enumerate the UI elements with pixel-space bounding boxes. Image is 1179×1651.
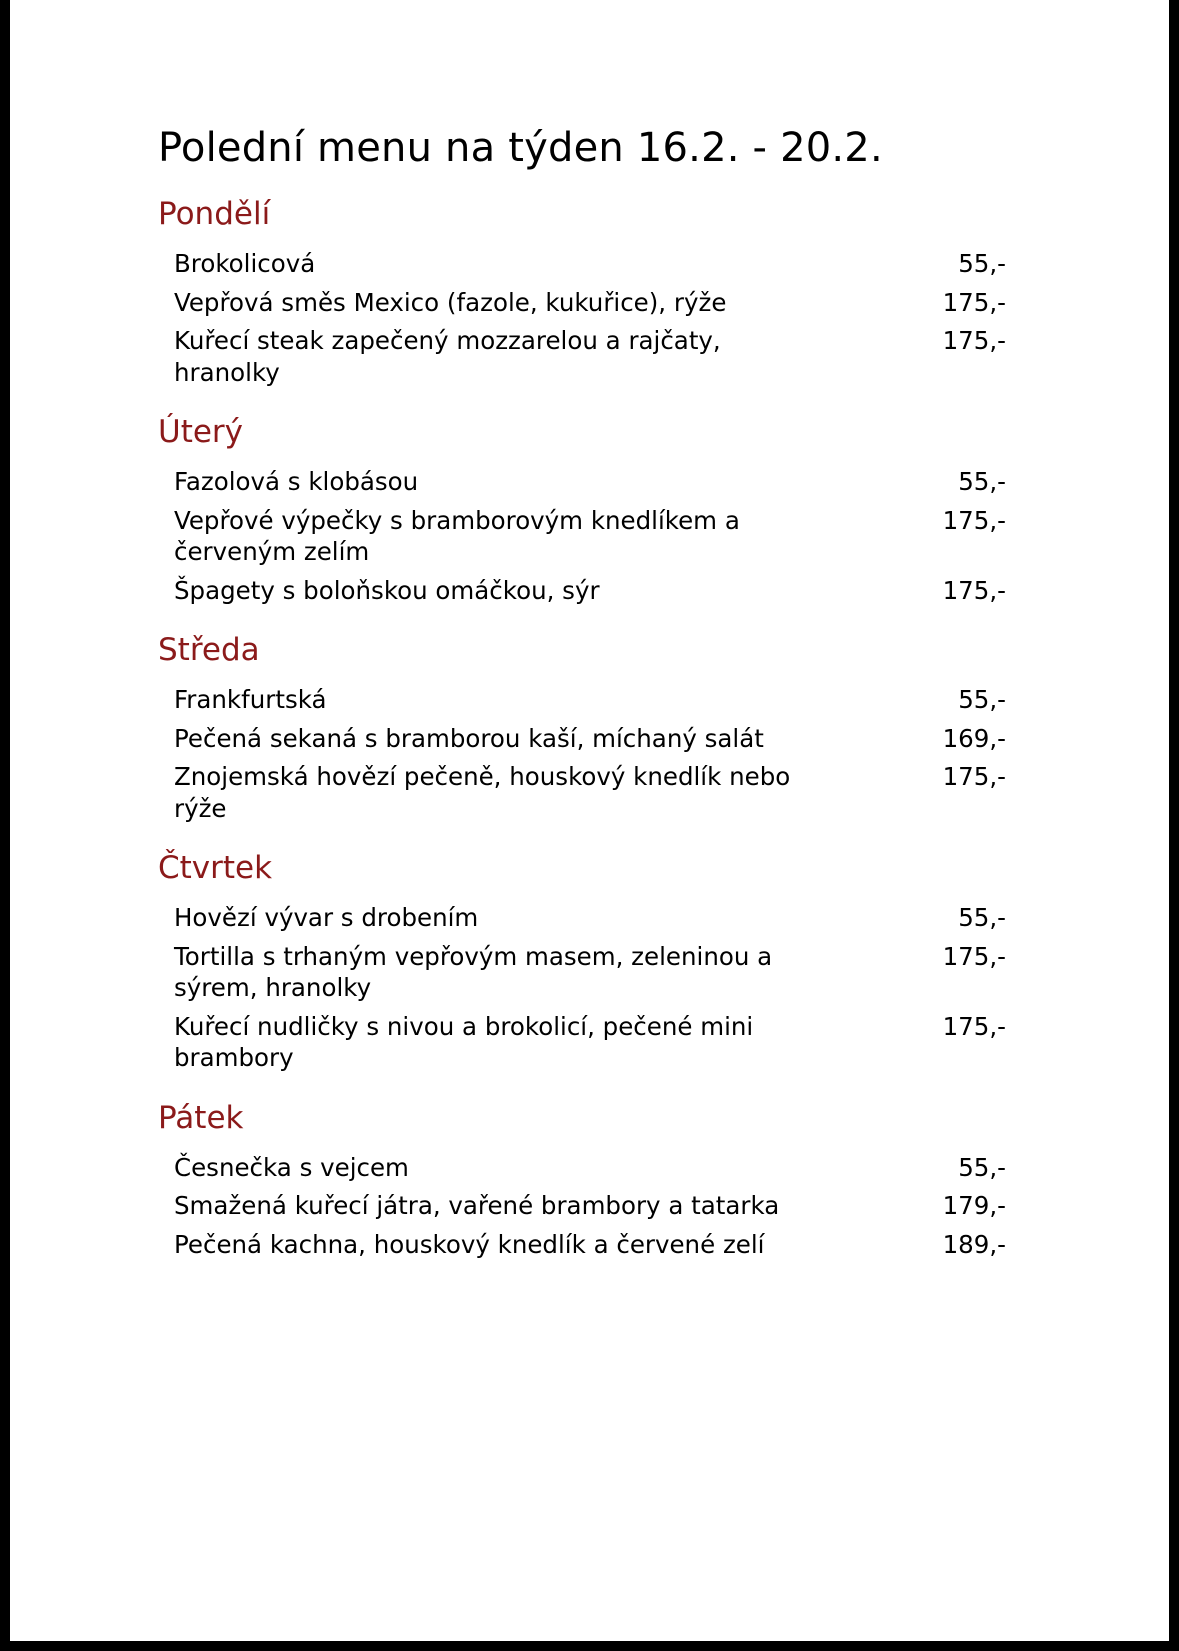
menu-item-name: Fazolová s klobásou bbox=[174, 467, 419, 496]
day-title: Pondělí bbox=[158, 196, 271, 232]
menu-item-name: Tortilla s trhaným vepřovým masem, zeleninou a sýrem, hranolky bbox=[174, 941, 773, 1002]
day-section-tuesday bbox=[158, 412, 1018, 606]
menu-item-name: Znojemská hovězí pečeně, houskový knedlík nebo rýže bbox=[174, 762, 791, 823]
menu-item-name: Špagety s boloňskou omáčkou, sýr bbox=[174, 575, 600, 605]
page-title: Polední menu na týden 16.2. - 20.2. bbox=[158, 125, 883, 171]
menu-page bbox=[10, 0, 1169, 1641]
menu-item bbox=[158, 1190, 1018, 1222]
menu-item-price: 55,- bbox=[958, 903, 1006, 932]
menu-item-price: 189,- bbox=[942, 1229, 1006, 1259]
menu-item-name: Smažená kuřecí játra, vařené brambory a tatarka bbox=[174, 1191, 780, 1220]
day-title: Středa bbox=[158, 632, 260, 668]
menu-item bbox=[158, 723, 1018, 755]
menu-item-price: 175,- bbox=[942, 287, 1006, 317]
menu-content bbox=[158, 120, 1018, 1284]
menu-item-price: 175,- bbox=[942, 326, 1006, 355]
day-section-wednesday bbox=[158, 630, 1018, 824]
menu-item bbox=[158, 248, 1018, 280]
menu-item bbox=[158, 902, 1018, 934]
menu-item-name: Vepřové výpečky s bramborovým knedlíkem a červeným zelím bbox=[174, 505, 740, 566]
menu-item bbox=[158, 941, 1018, 1004]
menu-item bbox=[158, 684, 1018, 716]
menu-item bbox=[158, 761, 1018, 824]
menu-item-price: 55,- bbox=[958, 467, 1006, 496]
day-title: Pátek bbox=[158, 1099, 244, 1136]
menu-item bbox=[158, 1229, 1018, 1261]
menu-item-name: Frankfurtská bbox=[174, 685, 327, 714]
day-section-thursday bbox=[158, 848, 1018, 1074]
menu-item-price: 179,- bbox=[942, 1191, 1006, 1220]
menu-item-name: Česnečka s vejcem bbox=[174, 1152, 409, 1182]
menu-item-price: 55,- bbox=[958, 685, 1006, 714]
menu-item-name: Kuřecí steak zapečený mozzarelou a rajčaty, hranolky bbox=[174, 326, 721, 387]
menu-item-name: Hovězí vývar s drobením bbox=[174, 903, 479, 932]
menu-item bbox=[158, 1011, 1018, 1074]
menu-item bbox=[158, 505, 1018, 568]
menu-item-price: 175,- bbox=[942, 762, 1006, 791]
menu-item-name: Pečená kachna, houskový knedlík a červené zelí bbox=[174, 1229, 765, 1259]
menu-item-name: Vepřová směs Mexico (fazole, kukuřice), rýže bbox=[174, 287, 727, 317]
menu-item bbox=[158, 287, 1018, 319]
menu-item-price: 55,- bbox=[958, 249, 1006, 278]
menu-item-name: Kuřecí nudličky s nivou a brokolicí, pečené mini brambory bbox=[174, 1011, 754, 1072]
menu-item-price: 169,- bbox=[942, 723, 1006, 753]
day-title: Úterý bbox=[158, 414, 244, 450]
menu-item bbox=[158, 575, 1018, 607]
menu-item-price: 175,- bbox=[942, 575, 1006, 605]
menu-item-name: Brokolicová bbox=[174, 249, 316, 278]
menu-item bbox=[158, 466, 1018, 498]
day-section-friday bbox=[158, 1098, 1018, 1261]
day-title: Čtvrtek bbox=[158, 850, 273, 886]
menu-item-price: 175,- bbox=[942, 1011, 1006, 1041]
menu-item-name: Pečená sekaná s bramborou kaší, míchaný salát bbox=[174, 723, 764, 753]
menu-item-price: 175,- bbox=[942, 941, 1006, 971]
menu-item-price: 55,- bbox=[958, 1152, 1006, 1182]
menu-item bbox=[158, 1152, 1018, 1184]
menu-item bbox=[158, 325, 1018, 388]
menu-item-price: 175,- bbox=[942, 505, 1006, 535]
day-section-monday bbox=[158, 194, 1018, 388]
